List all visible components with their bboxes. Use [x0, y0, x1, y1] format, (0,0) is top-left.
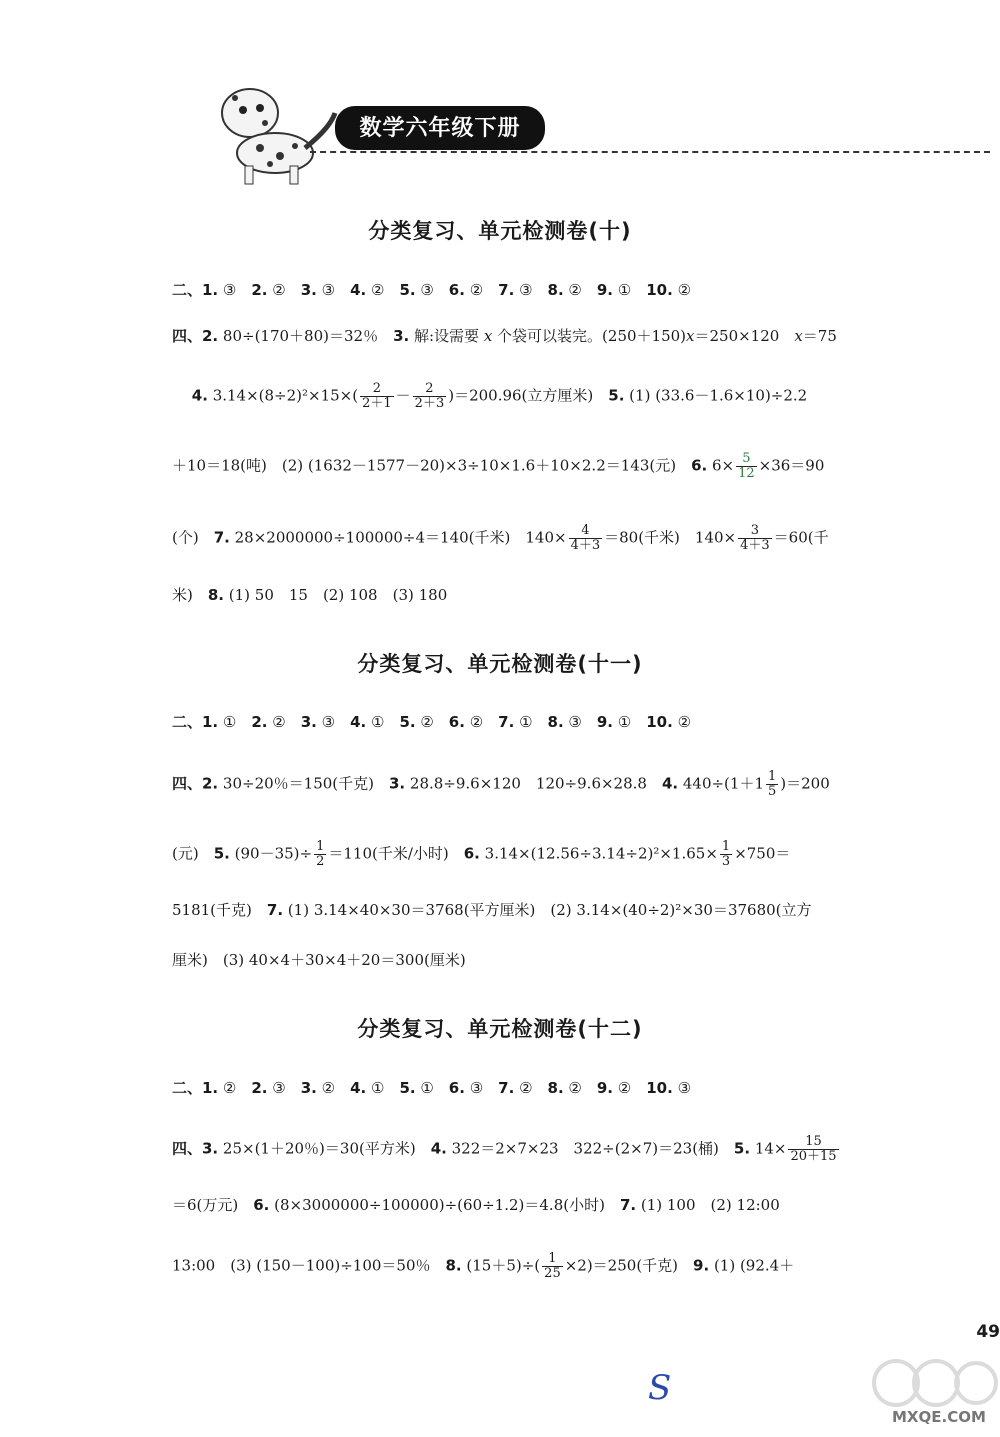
- leopard-mascot-icon: [205, 78, 340, 188]
- page-header: [205, 78, 995, 198]
- answer-line: 二、1. ② 2. ③ 3. ② 4. ① 5. ① 6. ③ 7. ② 8. ② 9. ② 10. ③: [172, 1079, 692, 1097]
- book-title: 数学六年级下册: [359, 116, 521, 141]
- answer-line: ＝6(万元) 6. (8×3000000÷100000)÷(60÷1.2)＝4.8(小时) 7. (1) 100 (2) 12:00: [172, 1196, 780, 1214]
- answer-line: 厘米) (3) 40×4＋30×4＋20＝300(厘米): [172, 951, 466, 969]
- answer-line: 5181(千克) 7. (1) 3.14×40×30＝3768(平方厘米) (2) 3.14×(40÷2)²×30＝37680(立方: [172, 901, 812, 919]
- answer-line: 4. 3.14×(8÷2)²×15×( $\frac{2}{2+1}$ － $\frac{2}{2+3}$ )＝200.96(立方厘米) 5. (1) (33.6－1.6×10)÷2.2: [191, 381, 808, 411]
- answer-line: ＋10＝18(吨) (2) (1632－1577－20)×3÷10×1.6＋10×2.2＝143(元) 6. 6× $\frac{5}{12}$ ×36＝90: [172, 451, 825, 481]
- section-title-12: 分类复习、单元检测卷(十二): [357, 1017, 643, 1041]
- page-number: 49: [976, 1322, 1000, 1342]
- section-title-10: 分类复习、单元检测卷(十): [368, 219, 632, 243]
- answer-line: 13:00 (3) (150－100)÷100＝50％ 8. (15＋5)÷( $\frac{1}{25}$ ×2)＝250(千克) 9. (1) (92.4＋: [172, 1251, 795, 1281]
- answer-line: 四、2. 80÷(170＋80)＝32％ 3. 解:设需要 x 个袋可以装完。(250＋150)x＝250×120 x＝75: [172, 327, 837, 345]
- answer-line: 四、2. 30÷20％＝150(千克) 3. 28.8÷9.6×120 120÷9.6×28.8 4. 440÷(1＋1 $\frac{1}{5}$ )＝200: [172, 769, 830, 799]
- answer-line: 四、3. 25×(1＋20％)＝30(平方米) 4. 322＝2×7×23 322÷(2×7)＝23(桶) 5. 14× $\frac{15}{20+15}$: [172, 1134, 837, 1164]
- answer-line: 二、1. ① 2. ② 3. ③ 4. ① 5. ② 6. ② 7. ① 8. ③ 9. ① 10. ②: [172, 713, 692, 731]
- handwritten-mark: S: [648, 1368, 672, 1408]
- watermark-text: MXQE.COM: [892, 1408, 986, 1426]
- answer-line: 二、1. ③ 2. ② 3. ③ 4. ② 5. ③ 6. ② 7. ③ 8. ② 9. ① 10. ②: [172, 281, 692, 299]
- answer-line: 米) 8. (1) 50 15 (2) 108 (3) 180: [172, 586, 448, 604]
- answer-line: (个) 7. 28×2000000÷100000÷4＝140(千米) 140× $\frac{4}{4+3}$ ＝80(千米) 140× $\frac{3}{4+3}$ ＝60(千: [172, 523, 829, 553]
- header-divider: [310, 151, 990, 153]
- section-title-11: 分类复习、单元检测卷(十一): [357, 652, 643, 676]
- answer-line: (元) 5. (90－35)÷ $\frac{1}{2}$ ＝110(千米/小时) 6. 3.14×(12.56÷3.14÷2)²×1.65× $\frac{1}{3}$ ×750＝: [172, 839, 791, 869]
